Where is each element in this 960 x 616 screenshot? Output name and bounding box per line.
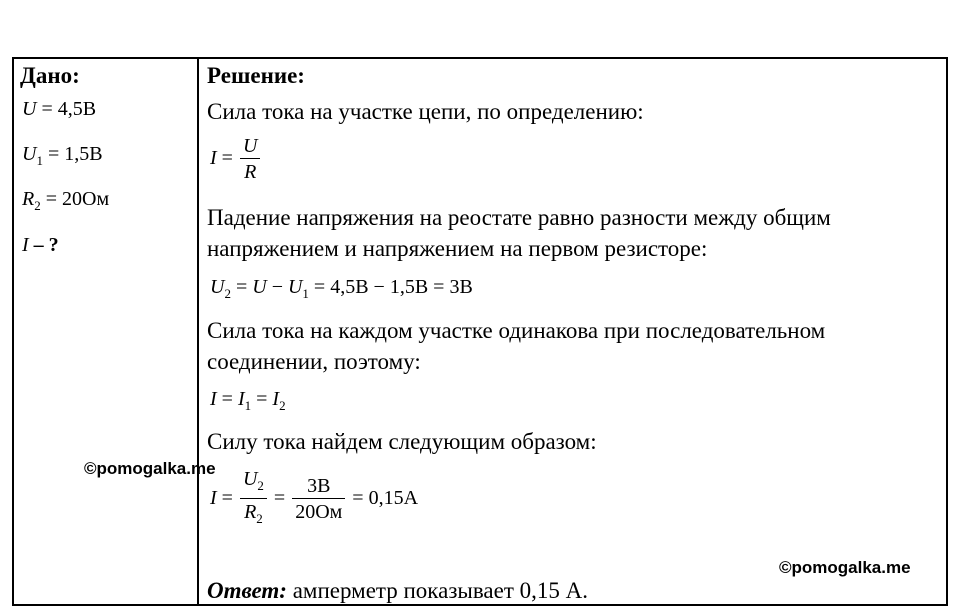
formula-result-fraction-2 xyxy=(292,474,345,525)
given-r2: $R_2 = 20Ом$ xyxy=(22,188,110,213)
formula-equal-current: $I = I_1 = I_2$ xyxy=(210,388,286,413)
watermark-right: ©pomogalka.me xyxy=(779,558,911,577)
solution-line-4: Силу тока найдем следующим образом: xyxy=(207,429,597,454)
given-find-mark: ? xyxy=(48,234,59,256)
solution-line-3b: соединении, поэтому: xyxy=(207,349,421,374)
given-r2-value: 20Ом xyxy=(62,188,110,210)
formula-result-numerator: 3В xyxy=(292,474,345,499)
solution-line-2b: напряжением и напряжением на первом резисторе: xyxy=(207,236,708,261)
given-header: Дано: xyxy=(20,63,80,88)
formula-voltage-values: 4,5В − 1,5В = 3В xyxy=(330,276,473,298)
solution-line-3a: Сила тока на каждом участке одинакова при последовательном xyxy=(207,318,826,343)
given-find: I – ? xyxy=(22,234,59,256)
solution-line-1: Сила тока на участке цепи, по определению: xyxy=(207,99,644,124)
answer-label: Ответ: xyxy=(207,578,287,603)
given-u-value: 4,5В xyxy=(57,98,97,120)
answer-text: амперметр показывает 0,15 А. xyxy=(292,578,588,603)
given-u: U = 4,5В xyxy=(22,98,97,120)
formula-ohm-fraction: $\frac{U}{R}$ xyxy=(240,134,260,185)
formula-ohm: I = $\frac{U}{R}$ xyxy=(210,134,262,185)
solution-line-2a: Падение напряжения на реостате равно разности между общим xyxy=(207,205,831,230)
formula-result-denominator: 20Ом xyxy=(295,501,343,523)
given-u1-value: 1,5В xyxy=(64,143,103,165)
formula-voltage-drop: $U_2 = U - U_1 = 4,5В - 1,5В = 3В$ xyxy=(210,276,473,301)
answer-line xyxy=(207,576,588,606)
column-divider xyxy=(197,57,199,606)
formula-result: I = $\frac{U_2}{R_2}$ = $\frac{3В}{20Ом}$ = 0,15А xyxy=(210,467,418,532)
watermark-left: ©pomogalka.me xyxy=(84,459,216,478)
given-u1: $U_1 = 1,5В$ xyxy=(22,143,103,168)
formula-result-fraction-1: $\frac{U_2}{R_2}$ xyxy=(240,467,267,532)
solution-header: Решение: xyxy=(207,63,305,88)
formula-result-value: 0,15А xyxy=(368,487,419,510)
